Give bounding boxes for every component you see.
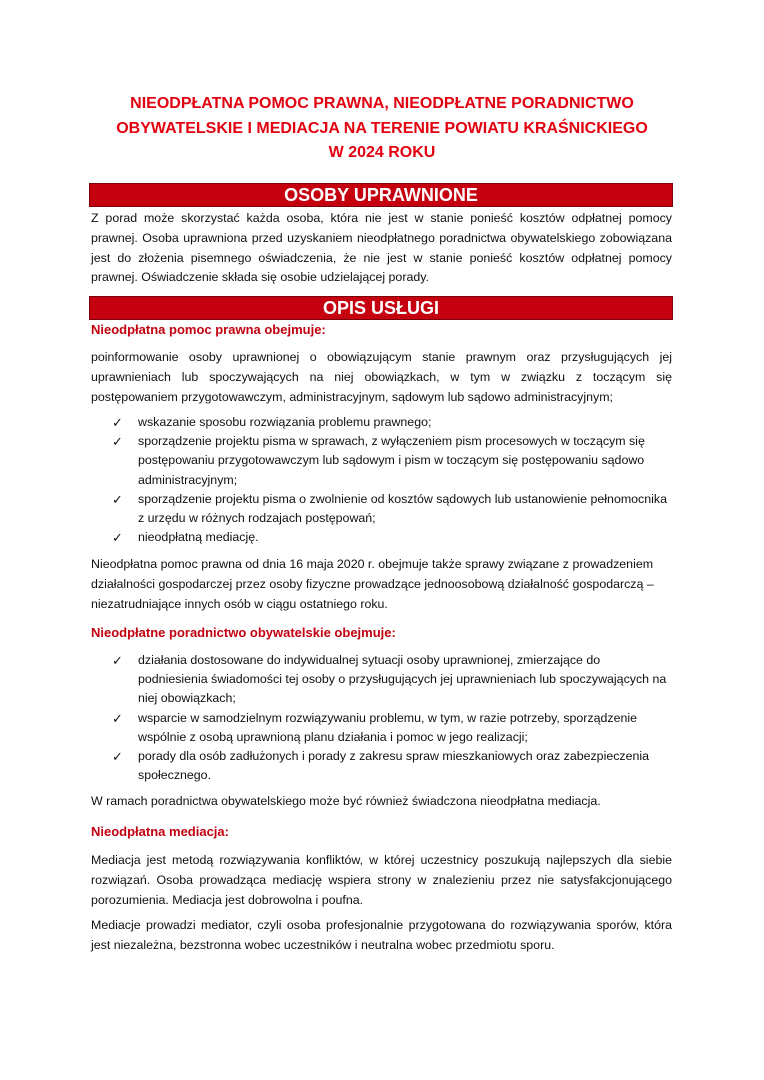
document-title [60, 92, 704, 166]
list-item: ✓ wsparcie w samodzielnym rozwiązywaniu problemu, w tym, w razie potrzeby, sporządzenie wspólnie z osobą uprawnioną planu działania i pomoc w jego realizacji; [112, 710, 638, 744]
pomoc-prawna-intro: poinformowanie osoby uprawnionej o obowiązującym stanie prawnym oraz przysługujących jej uprawnieniach lub spoczywających na niej obowiązkach, w tym w związku z toczącym się postępowaniem przygotowawczym, administracyjnym, sądowym lub sądowo administracyjnym; [91, 350, 672, 404]
section-heading-osoby-uprawnione: OSOBY UPRAWNIONE [89, 183, 673, 207]
list-item: ✓ sporządzenie projektu pisma w sprawach, z wyłączeniem pism procesowych w toczącym się postępowaniu przygotowawczym lub sądowym i pism w toczącym się postępowaniu sądowo administracyjnym; [112, 434, 645, 487]
title-line-2: OBYWATELSKIE I MEDIACJA NA TERENIE POWIATU KRAŚNICKIEGO [116, 119, 648, 137]
section-heading-opis-uslugi: OPIS USŁUGI [89, 296, 673, 320]
list-item: ✓ wskazanie sposobu rozwiązania problemu prawnego; [112, 415, 432, 430]
mediacja-text-1: Mediacja jest metodą rozwiązywania konfliktów, w której uczestnicy poszukują najlepszych dla siebie rozwiązań. Osoba prowadząca mediację wspiera strony w znalezieniu przez nie satysfakcjonującego porozumienia. Mediacja jest dobrowolna i poufna. [91, 853, 672, 907]
osoby-uprawnione-text: Z porad może skorzystać każda osoba, która nie jest w stanie ponieść kosztów odpłatnej pomocy prawnej. Osoba uprawniona przed uzyskaniem nieodpłatnego poradnictwa obywatelskiego zobowiązana jest do złożenia pisemnego oświadczenia, że nie jest w stanie ponieść kosztów odpłatnej pomocy prawnej. Oświadczenie składa się osobie udzielającej porady. [91, 211, 672, 285]
pomoc-prawna-list [112, 413, 672, 547]
poradnictwo-list [112, 651, 672, 785]
list-item: ✓ sporządzenie projektu pisma o zwolnienie od kosztów sądowych lub ustanowienie pełnomocnika z urzędu w różnych rodzajach postępowań; [112, 491, 667, 526]
checkmark-icon: ✓ [112, 653, 123, 668]
subheading-poradnictwo-obywatelskie: Nieodpłatne poradnictwo obywatelskie obejmuje: [91, 625, 396, 640]
title-line-1: NIEODPŁATNA POMOC PRAWNA, NIEODPŁATNE PORADNICTWO [130, 95, 634, 112]
subheading-mediacja: Nieodpłatna mediacja: [91, 824, 229, 839]
list-item: ✓ działania dostosowane do indywidualnej sytuacji osoby uprawnionej, zmierzające do podniesienia świadomości tej osoby o przysługujących jej uprawnieniach lub spoczywających na niej obowiązkach; [112, 653, 667, 706]
checkmark-icon: ✓ [112, 434, 123, 450]
checkmark-icon: ✓ [112, 710, 123, 726]
checkmark-icon: ✓ [112, 415, 123, 430]
list-item: ✓ porady dla osób zadłużonych i porady z zakresu spraw mieszkaniowych oraz zabezpieczenia społecznego. [112, 749, 650, 783]
poradnictwo-note: W ramach poradnictwa obywatelskiego może być również świadczona nieodpłatna mediacja. [91, 794, 601, 808]
pomoc-prawna-note: Nieodpłatna pomoc prawna od dnia 16 maja 2020 r. obejmuje także sprawy związane z prowadzeniem działalności gospodarczej przez osoby fizyczne prowadzące jednoosobową działalność gospodarczą – niezatrudniające innych osób w ciągu ostatniego roku. [91, 557, 654, 611]
mediacja-text-2: Mediacje prowadzi mediator, czyli osoba profesjonalnie przygotowana do rozwiązywania sporów, która jest niezależna, bezstronna wobec uczestników i neutralna wobec przedmiotu sporu. [91, 918, 672, 952]
checkmark-icon: ✓ [112, 491, 123, 507]
title-line-3: W 2024 ROKU [328, 144, 436, 161]
subheading-pomoc-prawna: Nieodpłatna pomoc prawna obejmuje: [91, 322, 326, 337]
checkmark-icon: ✓ [112, 749, 123, 765]
checkmark-icon: ✓ [112, 530, 123, 546]
list-item: ✓ nieodpłatną mediację. [112, 530, 259, 546]
